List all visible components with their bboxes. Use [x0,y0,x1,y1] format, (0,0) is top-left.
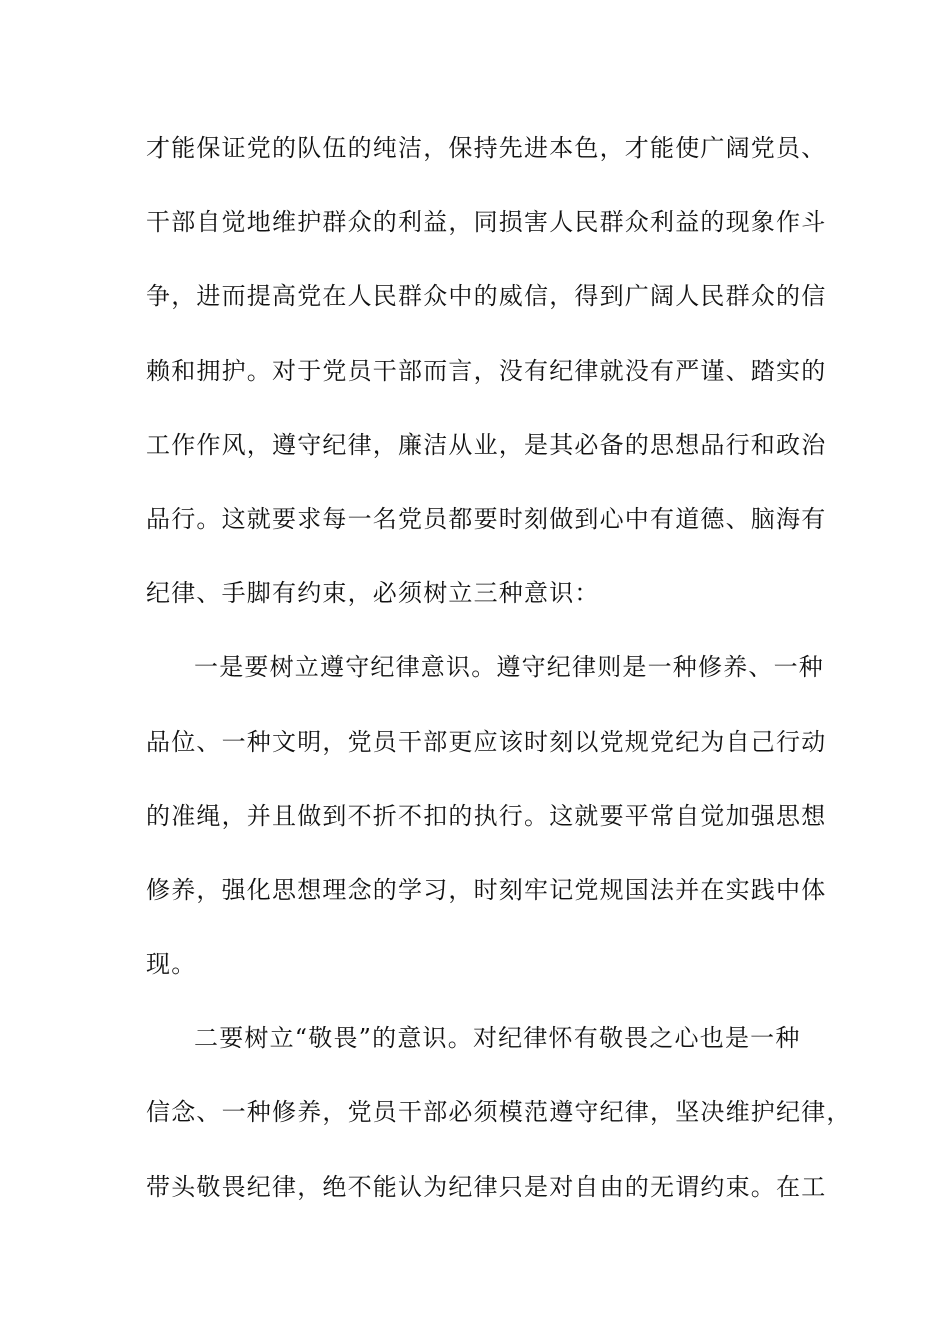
text-line: 修养，强化思想理念的学习，时刻牢记党规国法并在实践中体 [146,875,827,904]
paragraph-first-line: 一是要树立遵守纪律意识。遵守纪律则是一种修养、一种 [194,653,824,682]
text-line: 现。 [146,950,197,979]
text-line: 品行。这就要求每一名党员都要时刻做到心中有道德、脑海有 [146,504,827,533]
text-line: 信念、一种修养，党员干部必须模范遵守纪律，坚决维护纪律， [146,1098,852,1127]
text-line: 的准绳，并且做到不折不扣的执行。这就要平常自觉加强思想 [146,801,827,830]
text-line: 才能保证党的队伍的纯洁，保持先进本色，才能使广阔党员、 [146,134,827,162]
paragraph-first-line: 二要树立“敬畏”的意识。对纪律怀有敬畏之心也是一种 [194,1024,801,1053]
text-line: 品位、一种文明，党员干部更应该时刻以党规党纪为自己行动 [146,727,827,756]
text-line: 工作作风，遵守纪律，廉洁从业，是其必备的思想品行和政治 [146,430,827,459]
text-line: 赖和拥护。对于党员干部而言，没有纪律就没有严谨、踏实的 [146,356,827,385]
text-line: 干部自觉地维护群众的利益，同损害人民群众利益的现象作斗 [146,208,827,237]
text-line: 带头敬畏纪律，绝不能认为纪律只是对自由的无谓约束。在工 [146,1172,827,1201]
document-body [146,128,852,1241]
text-line: 纪律、手脚有约束，必须树立三种意识： [146,579,600,608]
text-line: 争，进而提高党在人民群众中的威信，得到广阔人民群众的信 [146,282,827,311]
